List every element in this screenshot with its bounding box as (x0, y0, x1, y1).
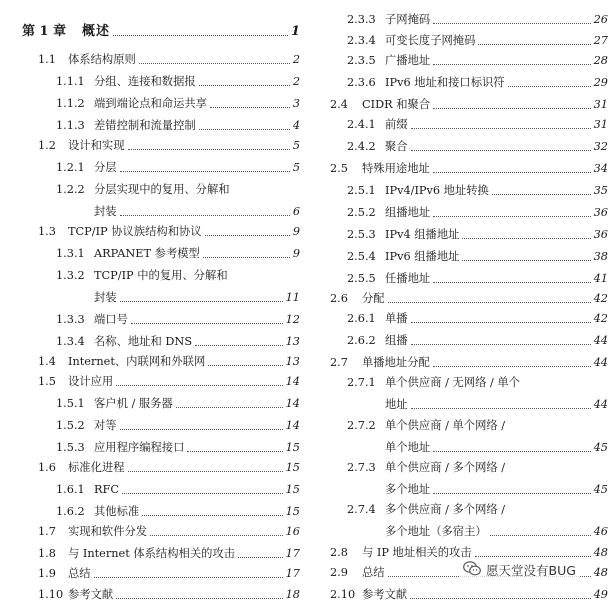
dot-leader (478, 44, 590, 45)
toc-entry-page: 27 (593, 34, 608, 47)
toc-entry-number: 2.4.2 (347, 140, 376, 153)
dot-leader (128, 471, 283, 472)
toc-entry (0, 369, 300, 389)
toc-entry-page: 46 (593, 525, 608, 538)
dot-leader (116, 385, 282, 386)
toc-chapter-entry (0, 19, 300, 39)
toc-entry-number: 2.7.3 (347, 461, 376, 474)
toc-entry-number: 2.10 (330, 588, 356, 601)
toc-entry-title: 分组、连接和数据报 (94, 75, 196, 88)
toc-entry (312, 519, 608, 539)
toc-entry-title: 封装 (94, 291, 117, 304)
toc-entry-page: 31 (593, 118, 608, 131)
toc-entry (312, 222, 608, 242)
dot-leader (462, 238, 590, 239)
toc-entry-page: 13 (285, 335, 300, 348)
toc-entry-number: 1.3.2 (56, 269, 85, 282)
toc-entry (312, 92, 608, 112)
toc-entry (0, 47, 300, 67)
toc-entry-page: 9 (292, 225, 300, 238)
dot-leader (94, 577, 283, 578)
toc-entry-title: 单个地址 (385, 441, 431, 454)
toc-entry-number: 2.3.4 (347, 34, 376, 47)
toc-entry-number: 2.5.1 (347, 184, 376, 197)
toc-entry (0, 177, 300, 197)
dot-leader (475, 556, 591, 557)
dot-leader (120, 215, 290, 216)
toc-entry-title: IPv4 组播地址 (385, 228, 460, 241)
watermark-text: 愿天堂没有BUG (486, 563, 576, 578)
toc-entry (0, 541, 300, 561)
toc-entry-number: 1.3.1 (56, 247, 85, 260)
dot-leader (113, 35, 288, 36)
dot-leader (433, 493, 590, 494)
toc-entry-title: 分层实现中的复用、分解和 (94, 183, 230, 196)
toc-entry-page: 17 (285, 547, 300, 560)
toc-entry-title: 单个供应商 / 多个网络 / (385, 461, 506, 474)
toc-entry-page: 32 (593, 140, 608, 153)
toc-entry-number: 1.10 (38, 588, 64, 601)
toc-entry-title: 端口号 (94, 313, 128, 326)
toc-entry-page: 34 (593, 162, 608, 175)
toc-entry-title: 差错控制和流量控制 (94, 119, 196, 132)
toc-entry (0, 561, 300, 581)
toc-entry (312, 392, 608, 412)
dot-leader (462, 260, 590, 261)
toc-entry (312, 112, 608, 132)
toc-entry-page: 2 (292, 75, 300, 88)
toc-entry (0, 519, 300, 539)
toc-entry-page: 41 (593, 272, 608, 285)
dot-leader (150, 535, 283, 536)
toc-entry-page: 18 (285, 588, 300, 601)
toc-entry-title: 总结 (362, 566, 385, 579)
toc-entry-number: 1.1.2 (56, 97, 85, 110)
toc-entry-page: 12 (285, 313, 300, 326)
dot-leader (128, 149, 290, 150)
dot-leader (238, 557, 283, 558)
toc-entry (312, 350, 608, 370)
toc-entry-number: 2.6 (330, 292, 348, 305)
toc-entry-title: 设计应用 (68, 375, 114, 388)
toc-entry (312, 178, 608, 198)
toc-entry-number: 2.3.5 (347, 54, 376, 67)
toc-entry-number: 2.5.3 (347, 228, 376, 241)
toc-entry-number: 2.6.2 (347, 334, 376, 347)
toc-entry-title: 其他标准 (94, 505, 140, 518)
toc-entry-title: 多个地址（多宿主） (385, 525, 487, 538)
toc-entry-page: 48 (593, 566, 608, 579)
toc-entry (0, 91, 300, 111)
dot-leader (508, 86, 591, 87)
toc-entry-page: 4 (292, 119, 300, 132)
dot-leader (388, 302, 591, 303)
toc-entry (312, 413, 608, 433)
toc-entry-title: 参考文献 (362, 588, 408, 601)
toc-entry-page: 36 (593, 228, 608, 241)
dot-leader (131, 323, 283, 324)
dot-leader (411, 128, 591, 129)
toc-entry-page: 14 (285, 397, 300, 410)
toc-entry (0, 133, 300, 153)
toc-entry-number: 2.5.4 (347, 250, 376, 263)
toc-entry-title: 可变长度子网掩码 (385, 34, 476, 47)
toc-entry-number: 2.7 (330, 356, 348, 369)
toc-entry-page: 17 (285, 567, 300, 580)
toc-entry-number: 2.5.2 (347, 206, 376, 219)
toc-entry (0, 199, 300, 219)
toc-entry (0, 455, 300, 475)
toc-entry-title: 与 IP 地址相关的攻击 (362, 546, 472, 559)
toc-entry-title: TCP/IP 中的复用、分解和 (94, 269, 228, 282)
dot-leader (490, 535, 591, 536)
toc-entry-number: 1.5 (38, 375, 56, 388)
toc-entry-page: 11 (285, 291, 300, 304)
toc-entry-title: 单播 (385, 312, 408, 325)
toc-entry-number: 2.4.1 (347, 118, 376, 131)
toc-entry (0, 349, 300, 369)
toc-entry (0, 391, 300, 411)
toc-entry-title: IPv4/IPv6 地址转换 (385, 184, 489, 197)
toc-entry-number: 1.5.2 (56, 419, 85, 432)
toc-entry (0, 113, 300, 133)
toc-entry-title: 单播地址分配 (362, 356, 430, 369)
dot-leader (411, 150, 591, 151)
dot-leader (433, 172, 591, 173)
toc-entry (0, 435, 300, 455)
toc-entry-number: 2.8 (330, 546, 348, 559)
toc-entry (312, 200, 608, 220)
toc-entry-number: 1.6.1 (56, 483, 85, 496)
toc-entry-number: 1.2.1 (56, 161, 85, 174)
toc-entry-page: 44 (593, 334, 608, 347)
toc-entry-page: 38 (593, 250, 608, 263)
toc-entry-page: 5 (292, 139, 300, 152)
toc-entry-title: 前缀 (385, 118, 408, 131)
dot-leader (176, 407, 283, 408)
toc-entry-page: 42 (593, 292, 608, 305)
dot-leader (433, 64, 590, 65)
toc-entry (0, 413, 300, 433)
toc-entry (312, 156, 608, 176)
toc-entry-number: 1.4 (38, 355, 56, 368)
toc-entry (312, 540, 608, 560)
toc-entry-title: IPv6 组播地址 (385, 250, 460, 263)
toc-entry-number: 1.3.3 (56, 313, 85, 326)
toc-entry-number: 2.7.2 (347, 419, 376, 432)
toc-entry-number: 1.2.2 (56, 183, 85, 196)
toc-entry-title: 概述 (82, 24, 111, 39)
toc-entry (0, 285, 300, 305)
toc-entry (0, 307, 300, 327)
toc-entry-title: Internet、内联网和外联网 (68, 355, 206, 368)
toc-entry-title: 对等 (94, 419, 117, 432)
toc-entry-number: 2.3.3 (347, 13, 376, 26)
toc-entry-title: 封装 (94, 205, 117, 218)
toc-entry (312, 477, 608, 497)
dot-leader (120, 171, 290, 172)
toc-entry-number: 1.1.3 (56, 119, 85, 132)
toc-entry-title: 单个供应商 / 单个网络 / (385, 419, 506, 432)
toc-entry-title: 与 Internet 体系结构相关的攻击 (68, 547, 236, 560)
toc-entry-number: 1.2 (38, 139, 56, 152)
toc-entry-title: 广播地址 (385, 54, 431, 67)
dot-leader (195, 345, 283, 346)
dot-leader (120, 301, 283, 302)
toc-entry (0, 219, 300, 239)
dot-leader (120, 429, 283, 430)
toc-entry (312, 435, 608, 455)
dot-leader (199, 85, 290, 86)
dot-leader (205, 235, 290, 236)
toc-entry-page: 9 (292, 247, 300, 260)
toc-entry-number: 2.9 (330, 566, 348, 579)
toc-entry-page: 44 (593, 398, 608, 411)
toc-entry (0, 499, 300, 519)
toc-entry-title: 实现和软件分发 (68, 525, 148, 538)
toc-entry-page: 31 (593, 98, 608, 111)
toc-entry-title: 客户机 / 服务器 (94, 397, 173, 410)
dot-leader (199, 129, 290, 130)
watermark (460, 560, 579, 580)
toc-entry-number: 1.6.2 (56, 505, 85, 518)
toc-entry-page: 14 (285, 375, 300, 388)
toc-entry-title: 名称、地址和 DNS (94, 335, 193, 348)
toc-entry-number: 2.4 (330, 98, 348, 111)
toc-entry-page: 15 (285, 483, 300, 496)
dot-leader (492, 194, 591, 195)
dot-leader (433, 216, 590, 217)
dot-leader (433, 108, 590, 109)
toc-entry (312, 244, 608, 264)
toc-entry (312, 7, 608, 27)
toc-entry-number: 1.6 (38, 461, 56, 474)
toc-entry-number: 2.7.4 (347, 503, 376, 516)
dot-leader (142, 515, 282, 516)
toc-entry-number: 1.3 (38, 225, 56, 238)
toc-entry-page: 2 (292, 53, 300, 66)
wechat-icon (463, 561, 481, 579)
dot-leader (210, 107, 290, 108)
toc-entry-page: 48 (593, 546, 608, 559)
toc-entry-page: 3 (292, 97, 300, 110)
toc-entry-number: 2.6.1 (347, 312, 376, 325)
toc-entry-number: 1.9 (38, 567, 56, 580)
dot-leader (433, 23, 590, 24)
dot-leader (208, 365, 282, 366)
toc-entry-title: 总结 (68, 567, 91, 580)
toc-entry-title: 任播地址 (385, 272, 431, 285)
toc-entry-number: 2.7.1 (347, 376, 376, 389)
toc-entry-number: 2.3.6 (347, 76, 376, 89)
toc-entry-page: 45 (593, 483, 608, 496)
toc-entry-title: 分配 (362, 292, 385, 305)
toc-entry-page: 35 (593, 184, 608, 197)
dot-leader (122, 493, 283, 494)
toc-entry-number: 1.3.4 (56, 335, 85, 348)
dot-leader (433, 282, 590, 283)
toc-entry-title: 端到端论点和命运共享 (94, 97, 207, 110)
toc-entry (0, 263, 300, 283)
toc-entry-title: IPv6 地址和接口标识符 (385, 76, 505, 89)
toc-entry-page: 44 (593, 356, 608, 369)
toc-entry-page: 15 (285, 441, 300, 454)
toc-entry-page: 28 (593, 54, 608, 67)
dot-leader (411, 344, 591, 345)
toc-entry (0, 241, 300, 261)
toc-entry-title: 多个供应商 / 多个网络 / (385, 503, 506, 516)
toc-entry-page: 1 (290, 24, 300, 39)
toc-entry (312, 328, 608, 348)
dot-leader (139, 63, 290, 64)
toc-entry-page: 15 (285, 461, 300, 474)
toc-entry-title: RFC (94, 483, 119, 496)
toc-entry-number: 1.5.3 (56, 441, 85, 454)
toc-entry (0, 155, 300, 175)
toc-entry (312, 286, 608, 306)
toc-entry-number: 1.5.1 (56, 397, 85, 410)
toc-entry-page: 45 (593, 441, 608, 454)
toc-entry (312, 28, 608, 48)
toc-entry-title: 参考文献 (68, 588, 114, 601)
toc-entry-page: 26 (593, 13, 608, 26)
toc-entry (312, 306, 608, 326)
toc-entry-title: 单个供应商 / 无网络 / 单个 (385, 376, 520, 389)
toc-entry-title: 标准化进程 (68, 461, 125, 474)
toc-entry-title: 组播地址 (385, 206, 431, 219)
toc-entry (0, 477, 300, 497)
toc-entry-title: TCP/IP 协议族结构和协议 (68, 225, 202, 238)
toc-entry-page: 6 (292, 205, 300, 218)
dot-leader (433, 451, 590, 452)
toc-entry-title: 地址 (385, 398, 408, 411)
toc-entry-page: 15 (285, 505, 300, 518)
toc-entry-title: 特殊用途地址 (362, 162, 430, 175)
toc-entry-page: 49 (593, 588, 608, 601)
toc-entry-title: CIDR 和聚合 (362, 98, 431, 111)
toc-entry (312, 455, 608, 475)
toc-entry (312, 48, 608, 68)
toc-entry-title: 多个地址 (385, 483, 431, 496)
toc-entry-number: 2.5 (330, 162, 348, 175)
toc-entry-number: 1.1.1 (56, 75, 85, 88)
dot-leader (411, 322, 591, 323)
toc-entry (0, 329, 300, 349)
toc-entry-title: 体系结构原则 (68, 53, 136, 66)
toc-entry-number: 1.1 (38, 53, 56, 66)
toc-entry-page: 16 (285, 525, 300, 538)
toc-entry-number: 2.5.5 (347, 272, 376, 285)
dot-leader (411, 408, 591, 409)
toc-entry (312, 70, 608, 90)
dot-leader (433, 366, 591, 367)
toc-entry (312, 266, 608, 286)
dot-leader (187, 451, 282, 452)
toc-entry (312, 370, 608, 390)
toc-entry-page: 5 (292, 161, 300, 174)
toc-entry-title: ARPANET 参考模型 (94, 247, 200, 260)
toc-entry-page: 13 (285, 355, 300, 368)
toc-entry (312, 497, 608, 517)
toc-entry-page: 14 (285, 419, 300, 432)
toc-entry-number: 1.7 (38, 525, 56, 538)
toc-entry (312, 134, 608, 154)
toc-entry-title: 应用程序编程接口 (94, 441, 185, 454)
dot-leader (203, 257, 290, 258)
toc-entry-page: 42 (593, 312, 608, 325)
toc-entry-page: 29 (593, 76, 608, 89)
toc-entry-page: 36 (593, 206, 608, 219)
toc-entry (0, 69, 300, 89)
toc-entry-number: 1.8 (38, 547, 56, 560)
toc-entry-title: 设计和实现 (68, 139, 125, 152)
toc-entry-number: 第 1 章 (22, 24, 67, 39)
toc-entry (312, 582, 608, 602)
toc-entry (0, 582, 300, 602)
toc-entry-title: 聚合 (385, 140, 408, 153)
toc-entry-title: 子网掩码 (385, 13, 431, 26)
toc-entry-title: 组播 (385, 334, 408, 347)
toc-entry-title: 分层 (94, 161, 117, 174)
